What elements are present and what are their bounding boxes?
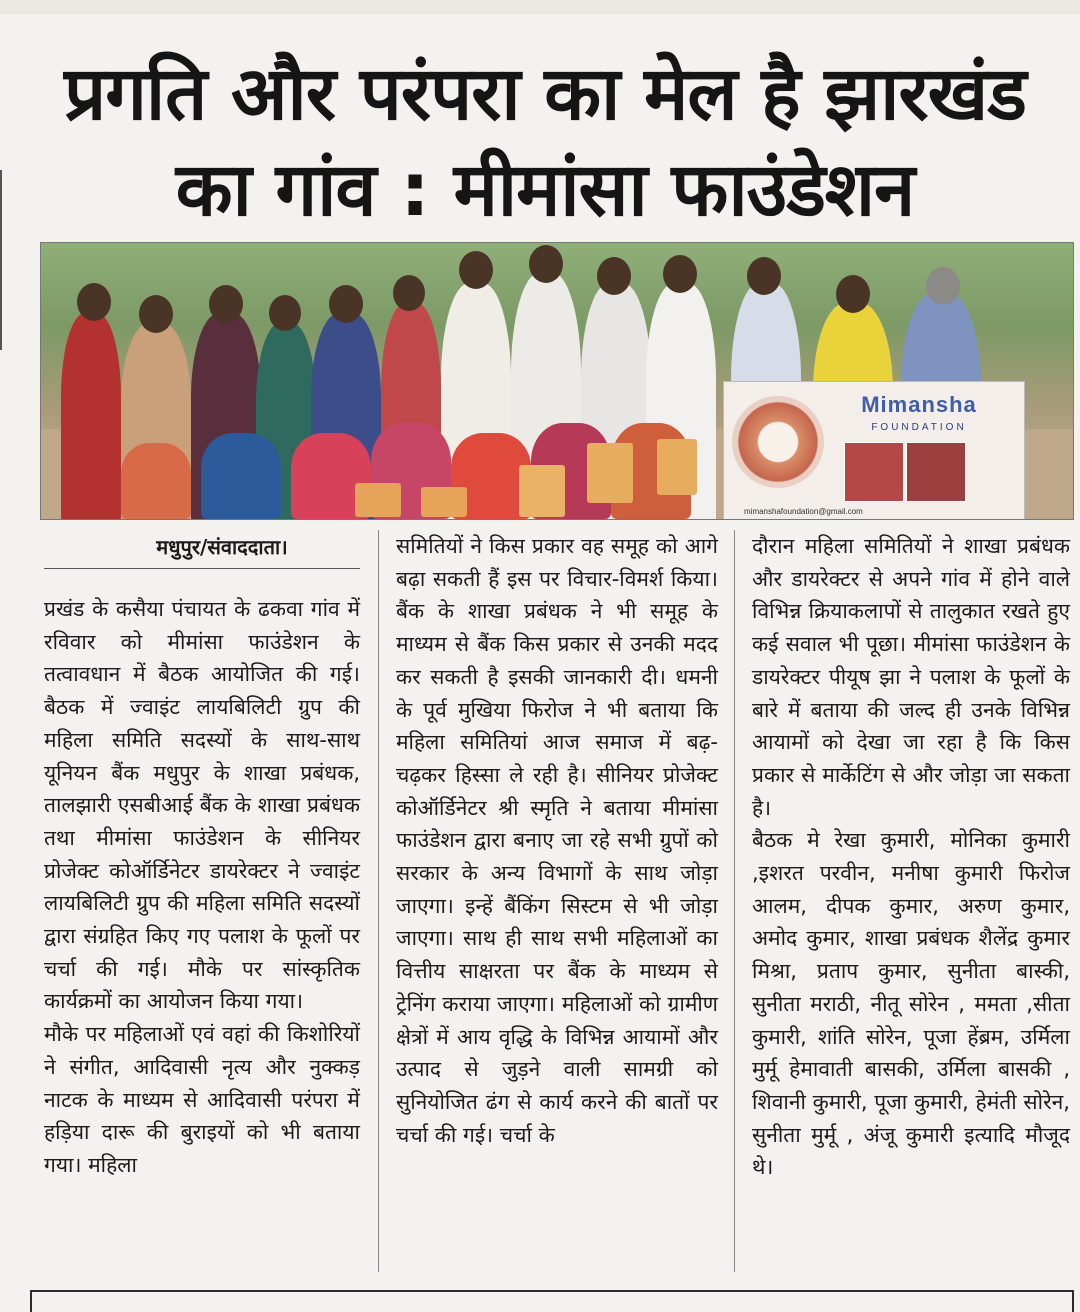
photo-head — [269, 295, 301, 331]
photo-head — [393, 275, 425, 311]
paragraph: समितियों ने किस प्रकार वह समूह को आगे बढ़ा सकती हैं इस पर विचार-विमर्श किया। बैंक के शाखा प्रबंधक ने भी समूह के माध्यम से बैंक किस प्रकार से उनकी मदद कर सकती है इसकी जानकारी दी। धमनी के पूर्व मुखिया फिरोज ने भी बताया कि महिला समितियां आज समाज में बढ़-चढ़कर हिस्सा ले रही है। सीनियर प्रोजेक्ट कोऑर्डिनेटर श्री स्मृति ने बताया मीमांसा फाउंडेशन द्वारा बनाए जा रहे सभी ग्रुपों को सरकार के अन्य विभागों के साथ जोड़ा जाएगा। इन्हें बैंकिंग सिस्टम से भी जोड़ा जाएगा। साथ ही साथ सभी महिलाओं का वित्तीय साक्षरता पर बैंक के माध्यम से ट्रेनिंग कराया जाएगा। महिलाओं को ग्रामीण क्षेत्रों में आय वृद्धि के विभिन्न आयामों और उत्पाद से जुड़ने वाली सामग्री को सुनियोजित ढंग से कार्य करने की बातों पर चर्चा की गई। चर्चा के — [396, 534, 718, 1147]
group-photo — [40, 242, 1074, 520]
byline-rule — [44, 568, 360, 569]
photo-head — [329, 285, 363, 323]
photo-head — [139, 295, 173, 333]
top-edge-strip — [0, 0, 1080, 14]
photo-head — [459, 251, 493, 289]
next-article-border — [30, 1290, 1074, 1312]
flower-packet — [657, 439, 697, 495]
photo-figure — [61, 313, 121, 520]
photo-head — [77, 283, 111, 321]
banner-thumbnail — [906, 442, 966, 502]
photo-figure — [121, 443, 191, 519]
column-divider — [378, 530, 379, 1272]
byline: मधुपुर/संवाददाता। — [156, 535, 288, 559]
flower-packet — [587, 443, 633, 503]
photo-head — [663, 255, 697, 293]
flower-packet — [519, 465, 565, 517]
article-column-3 — [752, 530, 1070, 1184]
flower-packet — [421, 487, 467, 517]
photo-head — [209, 285, 243, 323]
photo-head — [836, 275, 870, 313]
foundation-banner — [723, 381, 1025, 520]
margin-rule — [0, 170, 6, 350]
photo-head — [747, 257, 781, 295]
photo-head — [597, 257, 631, 295]
flower-packet — [355, 483, 401, 517]
article-column-2 — [396, 530, 718, 1151]
paragraph: दौरान महिला समितियों ने शाखा प्रबंधक और डायरेक्टर से अपने गांव में होने वाले विभिन्न क्रियाकलापों से तालुकात रखते हुए कई सवाल भी पूछा। मीमांसा फाउंडेशन के डायरेक्टर पीयूष झा ने पलाश के फूलों के बारे में बताया की जल्द ही उनके विभिन्न आयामों को देखा जा रहा है कि किस प्रकार से मार्केटिंग से और जोड़ा जा सकता है। — [752, 534, 1070, 820]
paragraph: बैठक मे रेखा कुमारी, मोनिका कुमारी ,इशरत परवीन, मनीषा कुमारी फिरोज आलम, दीपक कुमार, अरुण कुमार, अमोद कुमार, शाखा प्रबंधक शैलेंद्र कुमार मिश्रा, प्रताप कुमार, सुनीता बास्की, सुनीता मराठी, नीतू सोरेन , ममता ,सीता कुमारी, शांति सोरेन, पूजा हेंब्रम, उर्मिला मुर्मू हेमावाती बासकी, उर्मिला बासकी , शिवानी कुमारी, पूजा कुमारी, हेमंती सोरेन, सुनीता मुर्मू , अंजू कुमारी इत्यादि मौजूद थे। — [752, 828, 1070, 1180]
banner-thumbnail — [844, 442, 904, 502]
photo-head — [926, 267, 960, 305]
headline-line-2: का गांव : मीमांसा फाउंडेशन — [175, 147, 915, 233]
banner-brand-subtitle: FOUNDATION — [871, 422, 967, 433]
photo-figure — [201, 433, 281, 519]
paragraph: प्रखंड के कसैया पंचायत के ढकवा गांव में रविवार को मीमांसा फाउंडेशन के तत्वावधान में बैठक आयोजित की गई। बैठक में ज्वाइंट लायबिलिटी ग्रुप की महिला समिति सदस्यों के साथ-साथ यूनियन बैंक मधुपुर के शाखा प्रबंधक, तालझारी एसबीआई बैंक के शाखा प्रबंधक तथा मीमांसा फाउंडेशन के सीनियर प्रोजेक्ट कोऑर्डिनेटर डायरेक्टर ने ज्वाइंट लायबिलिटी ग्रुप की महिला समिति सदस्यों द्वारा संग्रहित किए गए पलाश के फूलों पर चर्चा की गई। मौके पर सांस्कृतिक कार्यक्रमों का आयोजन किया गया। — [44, 597, 360, 1014]
photo-head — [529, 245, 563, 283]
article-column-1 — [44, 530, 360, 1182]
column-divider — [734, 530, 735, 1272]
foundation-logo — [732, 396, 824, 488]
banner-email: mimanshafoundation@gmail.com — [744, 507, 863, 516]
headline-line-1: प्रगति और परंपरा का मेल है झारखंड — [64, 51, 1026, 137]
banner-brand-name: Mimansha — [861, 392, 977, 417]
paragraph: मौके पर महिलाओं एवं वहां की किशोरियों ने संगीत, आदिवासी नृत्य और नुक्कड़ नाटक के माध्यम से आदिवासी परंपरा में हड़िया दारू की बुराइयों को भी बताया गया। महिला — [44, 1022, 360, 1177]
headline — [20, 46, 1070, 238]
